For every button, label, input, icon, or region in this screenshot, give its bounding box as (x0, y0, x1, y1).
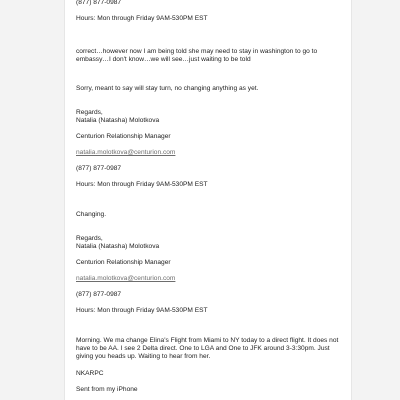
signature-title: Centurion Relationship Manager (76, 259, 171, 266)
message-text: Morning. We ma change Elina's Flight from Miami to NY today to a direct flight. It does not have to be AA. I see 2 Delta direct. One to LGA and One to JFK around 3-3:30pm. Just giving you heads up. Waiting to hear from her. (76, 337, 339, 361)
signature-name: Natalia (Natasha) Molotkova (76, 117, 160, 124)
sent-from-text: Sent from my iPhone (76, 386, 138, 393)
signature-regards: Regards, (76, 235, 103, 242)
message-text: Sorry, meant to say will stay turn, no changing anything as yet. (76, 85, 259, 92)
office-hours: Hours: Mon through Friday 9AM-530PM EST (76, 15, 208, 22)
phone-number: (877) 877-0987 (76, 291, 122, 298)
phone-number: (877) 877-0987 (76, 165, 122, 172)
signature-title: Centurion Relationship Manager (76, 133, 171, 140)
document-page (64, 0, 352, 400)
phone-number: (877) 877-0987 (76, 0, 122, 6)
office-hours: Hours: Mon through Friday 9AM-530PM EST (76, 181, 208, 188)
signature-email-link[interactable]: natalia.molotkova@centurion.com (76, 149, 176, 156)
message-text: correct…however now I am being told she may need to stay in washington to go to embassy…I don't know…we will see…just waiting to be told (76, 48, 318, 64)
signoff-text: NKARPC (76, 370, 104, 377)
signature-email-link[interactable]: natalia.molotkova@centurion.com (76, 275, 176, 282)
office-hours: Hours: Mon through Friday 9AM-530PM EST (76, 307, 208, 314)
signature-regards: Regards, (76, 109, 103, 116)
message-text: Changing. (76, 211, 107, 218)
signature-name: Natalia (Natasha) Molotkova (76, 243, 160, 250)
